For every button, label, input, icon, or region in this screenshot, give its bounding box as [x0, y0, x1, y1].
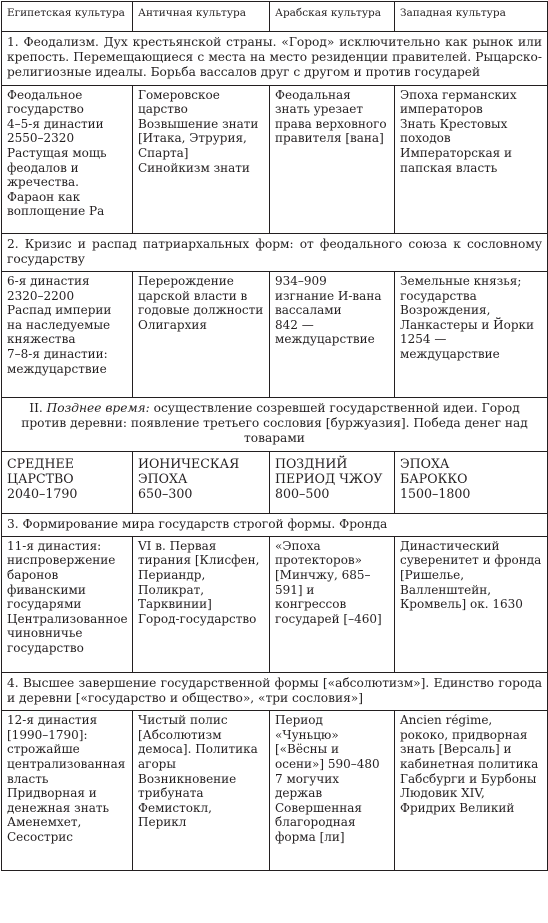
era-line: ЭПОХА	[400, 455, 450, 471]
header-arabic: Арабская культура	[270, 2, 395, 32]
cell-line: 1254 — междуцарствие	[400, 332, 500, 361]
cell-line: Гомеровское царство	[138, 87, 220, 117]
cell-line: 2550–2320	[7, 131, 75, 146]
cell-line: 934–909 изгнание И-вана вассалами	[275, 274, 382, 318]
header-egyptian: Египетская культура	[2, 2, 133, 32]
cell-line: Фемистокл, Перикл	[138, 800, 212, 830]
cell-line: 11-я династия: ниспровержение баронов фиванскими государями	[7, 538, 116, 612]
cell-line: Феодальная знать урезает права верховного правителя [вана]	[275, 87, 387, 146]
cell-line: Земельные князья; государства Возрождения, Ланкастеры и Йорки	[400, 274, 535, 332]
cell-line: Растущая мощь феодалов и жречества.	[7, 145, 107, 190]
eras-row	[2, 451, 548, 513]
era-line: ЦАРСТВО	[7, 470, 74, 486]
cell-line: 842 — междуцарствие	[275, 317, 375, 347]
section-3-heading: 3. Формирование мира государств строгой формы. Фронда	[2, 513, 548, 536]
section-1-egyptian	[2, 85, 133, 233]
section-heading-row	[2, 233, 548, 271]
cell-line: Феодальное государство	[7, 87, 84, 117]
cell-line: Знать Крестовых походов	[400, 116, 508, 146]
section-3-row	[2, 536, 548, 672]
cell-line: Придворная и денежная знать	[7, 786, 110, 815]
era-dates: 650–300	[138, 485, 193, 501]
era-line: ИОНИЧЕСКАЯ	[138, 455, 240, 471]
cell-line: Чистый полис [Абсолютизм демоса]. Политика агоры	[138, 713, 258, 772]
cell-line: «Эпоха протекторов» [Минчжу, 685–591] и конгрессов государей [–460]	[275, 538, 382, 626]
era-line: СРЕДНЕЕ	[7, 455, 74, 471]
section-4-egyptian	[2, 711, 133, 871]
cell-line: 6-я династия	[7, 274, 90, 289]
section-4-heading: 4. Высшее завершение государственной формы [«абсолютизм»]. Единство города и деревни [«государство и общество», «три сословия»]	[2, 672, 548, 710]
era-dates: 2040–1790	[7, 485, 78, 501]
section-heading-row	[2, 672, 548, 710]
section-1-antique	[133, 85, 270, 233]
cell-line: Габсбурги и Бурбоны	[400, 771, 537, 786]
cell-line: Распад империи на наследуемые княжества	[7, 303, 112, 347]
cell-line: Фараон как воплощение Ра	[7, 189, 105, 219]
section-4-western	[395, 711, 548, 871]
cell-line: Город-государство	[138, 611, 257, 626]
section-4-antique	[133, 711, 270, 871]
document-page	[1, 1, 547, 921]
section-3-antique	[133, 536, 270, 672]
cell-line: Возвышение знати	[138, 116, 259, 131]
period-row	[2, 398, 548, 452]
header-western: Западная культура	[395, 2, 548, 32]
cell-line: Перерождение царской власти в годовые должности	[138, 274, 264, 318]
period-italic-title: Позднее время:	[46, 401, 150, 416]
era-line: ПЕРИОД ЧЖОУ	[275, 470, 383, 486]
era-line: БАРОККО	[400, 470, 468, 486]
cell-line: Ancien régime, рококо, придворная знать [Версаль] и кабинетная политика	[400, 713, 539, 772]
period-description: осуществление созревшей государственной идеи. Город против деревни: появление третьего сословия [буржуазия]. Победа денег над товарами	[21, 401, 528, 446]
cell-line: Период «Чуньцю» [«Вёсны и осени»] 590–480	[275, 713, 380, 772]
section-3-arabic	[270, 536, 395, 672]
cell-line: 7–8-я династии: междуцарствие	[7, 346, 108, 376]
cell-line: VI в. Первая тирания [Клисфен, Периандр, Поликрат, Тарквинии]	[138, 538, 260, 612]
cell-line: 4–5-я династии	[7, 116, 104, 131]
era-western	[395, 451, 548, 513]
cell-line: 7 могучих держав	[275, 771, 340, 801]
header-row	[2, 2, 548, 32]
era-dates: 800–500	[275, 485, 330, 501]
era-arabic	[270, 451, 395, 513]
cell-line: Династический суверенитет и фронда [Ришелье, Валленштейн, Кромвель] ок. 1630	[400, 538, 542, 612]
era-egyptian	[2, 451, 133, 513]
cell-line: Возникновение трибуната	[138, 771, 237, 801]
section-1-heading: 1. Феодализм. Дух крестьянской страны. «Город» исключительно как рынок или крепость. Перемещающиеся с места на место резиденции правителей. Рыцарско-религиозные идеалы. Борьба вассалов друг с другом и против государей	[2, 32, 548, 86]
cell-line: Людовик XIV, Фридрих Великий	[400, 786, 515, 815]
cell-line: Олигархия	[138, 317, 207, 332]
section-heading-row	[2, 513, 548, 536]
cell-line: Синойкизм знати	[138, 160, 250, 175]
period-numeral: II.	[29, 401, 43, 416]
cell-line: 2320–2200	[7, 288, 75, 303]
era-line: ЭПОХА	[138, 470, 188, 486]
section-4-arabic	[270, 711, 395, 871]
section-4-row	[2, 711, 548, 871]
era-antique	[133, 451, 270, 513]
cell-line: [Итака, Этрурия, Спарта]	[138, 131, 247, 160]
cell-line: 12-я династия [1990–1790]: строжайше централизованная власть	[7, 713, 126, 786]
section-2-arabic	[270, 272, 395, 398]
cultures-comparison-table	[1, 1, 548, 871]
section-1-western	[395, 85, 548, 233]
section-2-row	[2, 272, 548, 398]
period-2-heading	[2, 398, 548, 452]
section-2-western	[395, 272, 548, 398]
cell-line: Эпоха германских императоров	[400, 87, 517, 117]
section-3-egyptian	[2, 536, 133, 672]
era-line: ПОЗДНИЙ	[275, 455, 348, 471]
cell-line: Аменемхет, Сесострис	[7, 815, 82, 844]
section-heading-row	[2, 32, 548, 86]
section-1-row	[2, 85, 548, 233]
section-2-heading: 2. Кризис и распад патриархальных форм: от феодального союза к сословному государству	[2, 233, 548, 271]
section-3-western	[395, 536, 548, 672]
cell-line: Совершенная благородная форма [ли]	[275, 800, 362, 844]
cell-line: Централизованное чиновничье государство	[7, 611, 128, 655]
era-dates: 1500–1800	[400, 485, 471, 501]
header-antique: Античная культура	[133, 2, 270, 32]
section-2-antique	[133, 272, 270, 398]
section-1-arabic	[270, 85, 395, 233]
section-2-egyptian	[2, 272, 133, 398]
cell-line: Императорская и папская власть	[400, 145, 513, 175]
